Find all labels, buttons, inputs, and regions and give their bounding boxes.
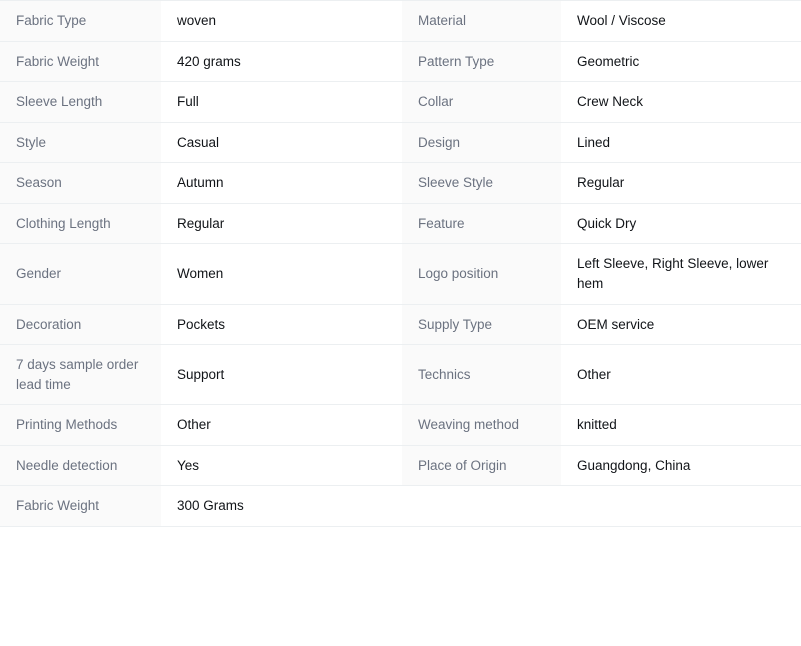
spec-value: 300 Grams bbox=[161, 486, 402, 527]
spec-value: Regular bbox=[161, 203, 402, 244]
spec-value: Other bbox=[161, 405, 402, 446]
spec-value: Support bbox=[161, 345, 402, 405]
spec-value: Autumn bbox=[161, 163, 402, 204]
table-row bbox=[0, 41, 801, 82]
spec-value: OEM service bbox=[561, 304, 801, 345]
table-row bbox=[0, 203, 801, 244]
spec-value: knitted bbox=[561, 405, 801, 446]
spec-label: Supply Type bbox=[402, 304, 561, 345]
spec-label: Decoration bbox=[0, 304, 161, 345]
spec-label: Style bbox=[0, 122, 161, 163]
spec-value: 420 grams bbox=[161, 41, 402, 82]
spec-empty-cell bbox=[402, 486, 561, 527]
table-row bbox=[0, 345, 801, 405]
spec-label: Fabric Weight bbox=[0, 41, 161, 82]
spec-value: Guangdong, China bbox=[561, 445, 801, 486]
spec-value: Full bbox=[161, 82, 402, 123]
spec-value: Left Sleeve, Right Sleeve, lower hem bbox=[561, 244, 801, 304]
table-row bbox=[0, 244, 801, 304]
spec-value: Yes bbox=[161, 445, 402, 486]
spec-value: woven bbox=[161, 1, 402, 42]
spec-label: Fabric Type bbox=[0, 1, 161, 42]
spec-label: Feature bbox=[402, 203, 561, 244]
spec-value: Lined bbox=[561, 122, 801, 163]
spec-value: Crew Neck bbox=[561, 82, 801, 123]
spec-label: Weaving method bbox=[402, 405, 561, 446]
spec-label: Technics bbox=[402, 345, 561, 405]
table-body bbox=[0, 1, 801, 527]
spec-empty-cell bbox=[561, 486, 801, 527]
spec-value: Quick Dry bbox=[561, 203, 801, 244]
spec-label: 7 days sample order lead time bbox=[0, 345, 161, 405]
spec-value: Casual bbox=[161, 122, 402, 163]
spec-label: Printing Methods bbox=[0, 405, 161, 446]
table-row bbox=[0, 122, 801, 163]
spec-label: Pattern Type bbox=[402, 41, 561, 82]
table-row bbox=[0, 304, 801, 345]
table-row bbox=[0, 486, 801, 527]
spec-label: Gender bbox=[0, 244, 161, 304]
spec-label: Needle detection bbox=[0, 445, 161, 486]
spec-value: Wool / Viscose bbox=[561, 1, 801, 42]
spec-label: Logo position bbox=[402, 244, 561, 304]
spec-label: Material bbox=[402, 1, 561, 42]
spec-label: Season bbox=[0, 163, 161, 204]
spec-label: Clothing Length bbox=[0, 203, 161, 244]
spec-label: Design bbox=[402, 122, 561, 163]
spec-value: Geometric bbox=[561, 41, 801, 82]
table-row bbox=[0, 1, 801, 42]
spec-label: Sleeve Length bbox=[0, 82, 161, 123]
spec-label: Sleeve Style bbox=[402, 163, 561, 204]
spec-label: Fabric Weight bbox=[0, 486, 161, 527]
table-row bbox=[0, 82, 801, 123]
spec-label: Place of Origin bbox=[402, 445, 561, 486]
table-row bbox=[0, 163, 801, 204]
spec-label: Collar bbox=[402, 82, 561, 123]
table-row bbox=[0, 405, 801, 446]
spec-value: Other bbox=[561, 345, 801, 405]
spec-value: Regular bbox=[561, 163, 801, 204]
table-row bbox=[0, 445, 801, 486]
spec-value: Women bbox=[161, 244, 402, 304]
spec-value: Pockets bbox=[161, 304, 402, 345]
